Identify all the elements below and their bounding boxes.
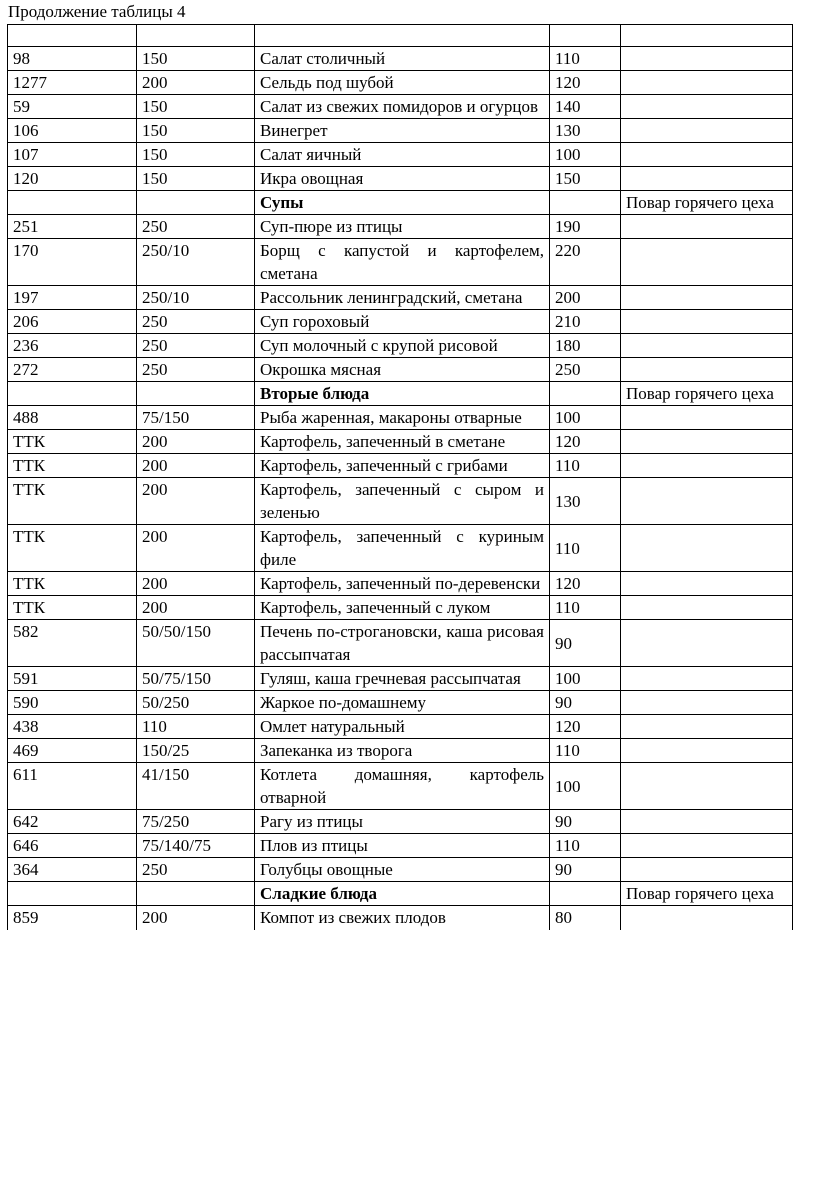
- quantity: 100: [550, 763, 621, 810]
- dish-name: Борщ с капустой и картофелем, сметана: [255, 239, 550, 286]
- quantity: 120: [550, 715, 621, 739]
- portion-weight: 200: [137, 525, 255, 572]
- portion-weight: 150: [137, 47, 255, 71]
- portion-weight: 50/250: [137, 691, 255, 715]
- quantity: 190: [550, 215, 621, 239]
- empty-cell: [621, 25, 793, 47]
- recipe-number: ТТК: [8, 478, 137, 525]
- recipe-number: ТТК: [8, 430, 137, 454]
- table-row: [8, 858, 793, 882]
- portion-weight: 200: [137, 478, 255, 525]
- table-row: [8, 739, 793, 763]
- empty-cell: [621, 286, 793, 310]
- empty-cell: [621, 715, 793, 739]
- recipe-number: 120: [8, 167, 137, 191]
- portion-weight: 250: [137, 858, 255, 882]
- table-row: [8, 239, 793, 286]
- recipe-number: ТТК: [8, 572, 137, 596]
- recipe-number: 106: [8, 119, 137, 143]
- empty-cell: [621, 858, 793, 882]
- empty-cell: [550, 191, 621, 215]
- table-row: [8, 406, 793, 430]
- dish-name: Икра овощная: [255, 167, 550, 191]
- empty-cell: [621, 620, 793, 667]
- dish-name: Суп молочный с крупой рисовой: [255, 334, 550, 358]
- portion-weight: 150: [137, 95, 255, 119]
- empty-cell: [621, 143, 793, 167]
- empty-cell: [8, 882, 137, 906]
- portion-weight: 150: [137, 167, 255, 191]
- portion-weight: 75/150: [137, 406, 255, 430]
- empty-cell: [137, 382, 255, 406]
- empty-cell: [550, 382, 621, 406]
- recipe-number: 251: [8, 215, 137, 239]
- table-row: [8, 310, 793, 334]
- dish-name: Голубцы овощные: [255, 858, 550, 882]
- dish-name: Суп гороховый: [255, 310, 550, 334]
- dish-name: Картофель, запеченный с куриным филе: [255, 525, 550, 572]
- recipe-number: 642: [8, 810, 137, 834]
- table-row: [8, 525, 793, 572]
- portion-weight: 250: [137, 215, 255, 239]
- empty-cell: [621, 691, 793, 715]
- portion-weight: 50/50/150: [137, 620, 255, 667]
- dish-name: Жаркое по-домашнему: [255, 691, 550, 715]
- quantity: 110: [550, 596, 621, 620]
- section-header-row: [8, 382, 793, 406]
- dish-name: Картофель, запеченный по-деревенски: [255, 572, 550, 596]
- dish-name: Гуляш, каша гречневая рассыпчатая: [255, 667, 550, 691]
- quantity: 90: [550, 810, 621, 834]
- empty-cell: [621, 167, 793, 191]
- portion-weight: 250: [137, 358, 255, 382]
- portion-weight: 110: [137, 715, 255, 739]
- quantity: 110: [550, 739, 621, 763]
- dish-name: Картофель, запеченный в сметане: [255, 430, 550, 454]
- empty-cell: [621, 334, 793, 358]
- section-header-row: [8, 882, 793, 906]
- recipe-number: 197: [8, 286, 137, 310]
- empty-cell: [621, 358, 793, 382]
- table-row: [8, 620, 793, 667]
- table-row: [8, 906, 793, 931]
- quantity: 110: [550, 834, 621, 858]
- quantity: 150: [550, 167, 621, 191]
- table-row: [8, 691, 793, 715]
- empty-cell: [621, 239, 793, 286]
- quantity: 210: [550, 310, 621, 334]
- recipe-number: 611: [8, 763, 137, 810]
- portion-weight: 150: [137, 143, 255, 167]
- empty-cell: [550, 25, 621, 47]
- recipe-number: 646: [8, 834, 137, 858]
- quantity: 200: [550, 286, 621, 310]
- recipe-number: 206: [8, 310, 137, 334]
- menu-table: [7, 24, 793, 930]
- portion-weight: 150/25: [137, 739, 255, 763]
- dish-name: Картофель, запеченный с сыром и зеленью: [255, 478, 550, 525]
- table-row: [8, 715, 793, 739]
- recipe-number: 107: [8, 143, 137, 167]
- table-row: [8, 430, 793, 454]
- empty-cell: [621, 430, 793, 454]
- empty-cell: [621, 834, 793, 858]
- table-row: [8, 358, 793, 382]
- empty-cell: [621, 906, 793, 931]
- empty-cell: [621, 572, 793, 596]
- recipe-number: 1277: [8, 71, 137, 95]
- dish-name: Запеканка из творога: [255, 739, 550, 763]
- recipe-number: 98: [8, 47, 137, 71]
- table-row: [8, 834, 793, 858]
- empty-cell: [137, 882, 255, 906]
- empty-cell: [621, 454, 793, 478]
- quantity: 250: [550, 358, 621, 382]
- table-row: [8, 215, 793, 239]
- table-row: [8, 596, 793, 620]
- quantity: 130: [550, 478, 621, 525]
- empty-cell: [621, 119, 793, 143]
- quantity: 100: [550, 406, 621, 430]
- dish-name: Картофель, запеченный с луком: [255, 596, 550, 620]
- empty-cell: [8, 382, 137, 406]
- quantity: 90: [550, 691, 621, 715]
- table-row: [8, 763, 793, 810]
- portion-weight: 200: [137, 906, 255, 931]
- quantity: 110: [550, 525, 621, 572]
- portion-weight: 200: [137, 71, 255, 95]
- recipe-number: 582: [8, 620, 137, 667]
- recipe-number: 170: [8, 239, 137, 286]
- recipe-number: 438: [8, 715, 137, 739]
- table-caption: Продолжение таблицы 4: [8, 2, 186, 21]
- quantity: 110: [550, 454, 621, 478]
- recipe-number: ТТК: [8, 596, 137, 620]
- empty-cell: [137, 25, 255, 47]
- table-row: [8, 454, 793, 478]
- table-row: [8, 667, 793, 691]
- table-row-blank: [8, 25, 793, 47]
- dish-name: Окрошка мясная: [255, 358, 550, 382]
- empty-cell: [550, 882, 621, 906]
- recipe-number: 859: [8, 906, 137, 931]
- dish-name: Рагу из птицы: [255, 810, 550, 834]
- table-row: [8, 143, 793, 167]
- section-title: Вторые блюда: [255, 382, 550, 406]
- recipe-number: ТТК: [8, 454, 137, 478]
- portion-weight: 75/140/75: [137, 834, 255, 858]
- responsible-cook: Повар горячего цеха: [621, 191, 793, 215]
- recipe-number: 590: [8, 691, 137, 715]
- portion-weight: 50/75/150: [137, 667, 255, 691]
- recipe-number: ТТК: [8, 525, 137, 572]
- quantity: 220: [550, 239, 621, 286]
- portion-weight: 250/10: [137, 286, 255, 310]
- portion-weight: 200: [137, 430, 255, 454]
- portion-weight: 41/150: [137, 763, 255, 810]
- portion-weight: 75/250: [137, 810, 255, 834]
- portion-weight: 200: [137, 454, 255, 478]
- portion-weight: 200: [137, 596, 255, 620]
- dish-name: Сельдь под шубой: [255, 71, 550, 95]
- dish-name: Салат из свежих помидоров и огурцов: [255, 95, 550, 119]
- dish-name: Винегрет: [255, 119, 550, 143]
- table-row: [8, 167, 793, 191]
- table-row: [8, 286, 793, 310]
- empty-cell: [621, 763, 793, 810]
- empty-cell: [621, 215, 793, 239]
- table-row: [8, 478, 793, 525]
- responsible-cook: Повар горячего цеха: [621, 382, 793, 406]
- quantity: 90: [550, 858, 621, 882]
- empty-cell: [621, 406, 793, 430]
- dish-name: Компот из свежих плодов: [255, 906, 550, 931]
- responsible-cook: Повар горячего цеха: [621, 882, 793, 906]
- recipe-number: 59: [8, 95, 137, 119]
- empty-cell: [621, 95, 793, 119]
- table-row: [8, 47, 793, 71]
- recipe-number: 364: [8, 858, 137, 882]
- section-header-row: [8, 191, 793, 215]
- empty-cell: [621, 667, 793, 691]
- portion-weight: 200: [137, 572, 255, 596]
- empty-cell: [8, 25, 137, 47]
- recipe-number: 469: [8, 739, 137, 763]
- table-row: [8, 95, 793, 119]
- quantity: 180: [550, 334, 621, 358]
- dish-name: Салат столичный: [255, 47, 550, 71]
- recipe-number: 591: [8, 667, 137, 691]
- table-row: [8, 334, 793, 358]
- dish-name: Рыба жаренная, макароны отварные: [255, 406, 550, 430]
- quantity: 120: [550, 572, 621, 596]
- empty-cell: [621, 739, 793, 763]
- recipe-number: 236: [8, 334, 137, 358]
- empty-cell: [621, 810, 793, 834]
- portion-weight: 250/10: [137, 239, 255, 286]
- quantity: 120: [550, 430, 621, 454]
- quantity: 80: [550, 906, 621, 931]
- dish-name: Котлета домашняя, картофель отварной: [255, 763, 550, 810]
- dish-name: Картофель, запеченный с грибами: [255, 454, 550, 478]
- dish-name: Салат яичный: [255, 143, 550, 167]
- empty-cell: [255, 25, 550, 47]
- table-row: [8, 71, 793, 95]
- quantity: 130: [550, 119, 621, 143]
- quantity: 140: [550, 95, 621, 119]
- empty-cell: [621, 71, 793, 95]
- portion-weight: 250: [137, 334, 255, 358]
- empty-cell: [621, 525, 793, 572]
- dish-name: Рассольник ленинградский, сметана: [255, 286, 550, 310]
- dish-name: Плов из птицы: [255, 834, 550, 858]
- quantity: 100: [550, 143, 621, 167]
- table-row: [8, 810, 793, 834]
- quantity: 120: [550, 71, 621, 95]
- table-row: [8, 572, 793, 596]
- quantity: 100: [550, 667, 621, 691]
- empty-cell: [621, 478, 793, 525]
- section-title: Сладкие блюда: [255, 882, 550, 906]
- empty-cell: [137, 191, 255, 215]
- quantity: 110: [550, 47, 621, 71]
- dish-name: Омлет натуральный: [255, 715, 550, 739]
- dish-name: Печень по-строгановски, каша рисовая рассыпчатая: [255, 620, 550, 667]
- quantity: 90: [550, 620, 621, 667]
- section-title: Супы: [255, 191, 550, 215]
- empty-cell: [621, 596, 793, 620]
- portion-weight: 250: [137, 310, 255, 334]
- empty-cell: [8, 191, 137, 215]
- dish-name: Суп-пюре из птицы: [255, 215, 550, 239]
- empty-cell: [621, 47, 793, 71]
- empty-cell: [621, 310, 793, 334]
- recipe-number: 272: [8, 358, 137, 382]
- recipe-number: 488: [8, 406, 137, 430]
- table-row: [8, 119, 793, 143]
- portion-weight: 150: [137, 119, 255, 143]
